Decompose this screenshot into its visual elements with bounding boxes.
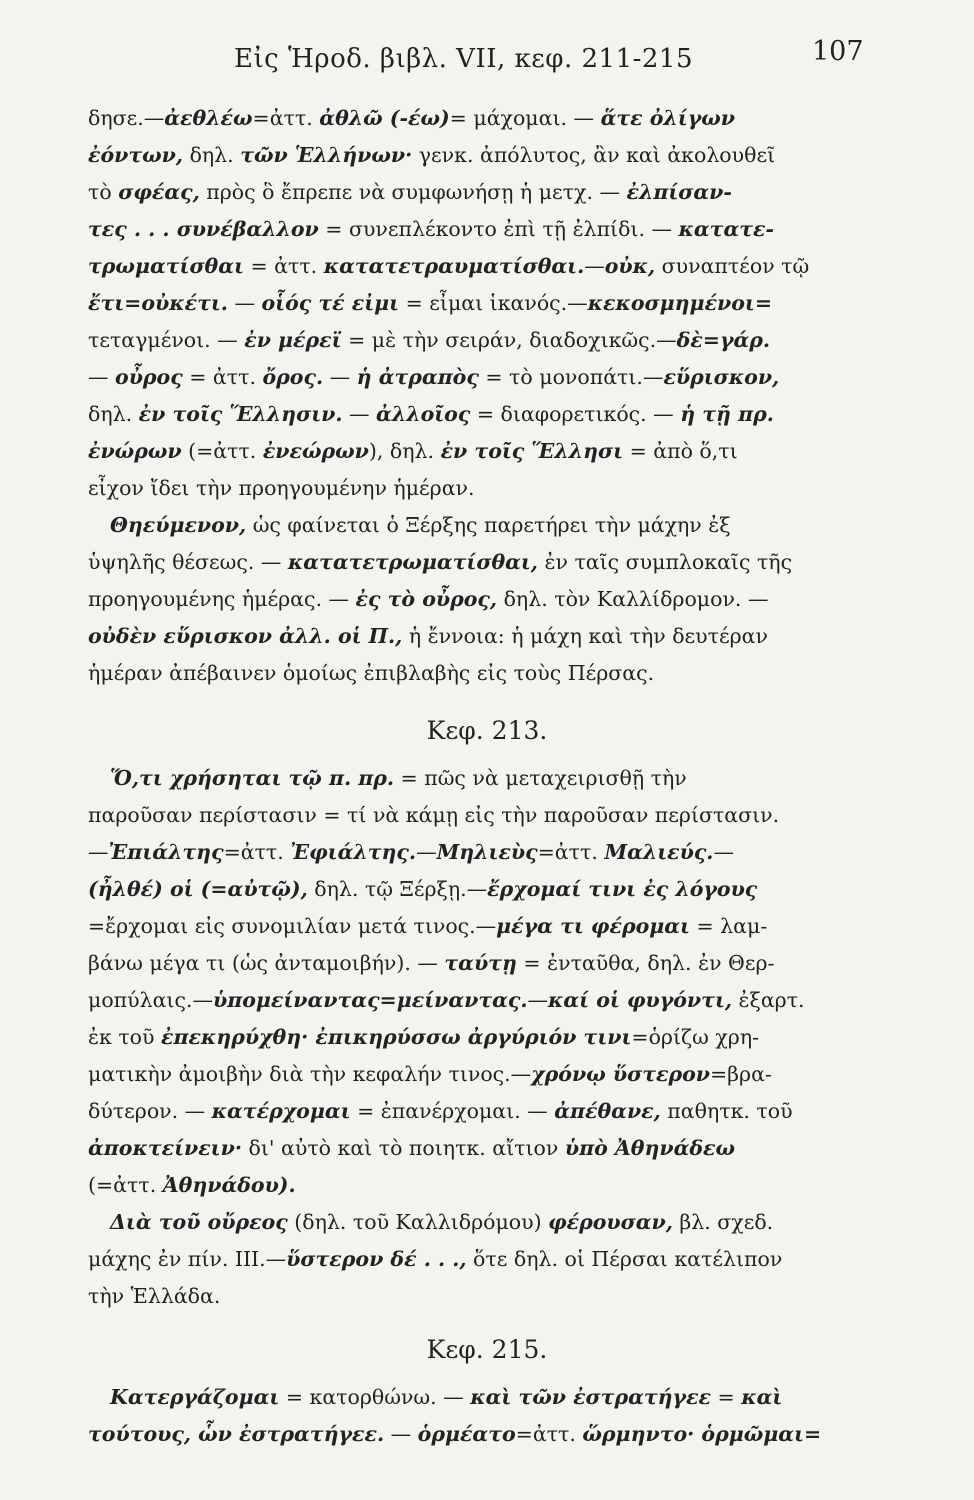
lemma-text: οἷός τέ εἰμι	[261, 291, 400, 315]
text-line	[88, 618, 886, 655]
gloss-text: —	[713, 840, 734, 864]
gloss-text: =ἔρχομαι εἰς συνομιλίαν μετά τινος.—	[88, 914, 497, 938]
gloss-text: =ἀττ.	[537, 840, 605, 864]
gloss-text: = ἀττ.	[182, 365, 263, 389]
lemma-text: ὑπομείναντας=μείναντας.	[212, 988, 528, 1012]
lemma-text: Θηεύμενον,	[110, 513, 247, 537]
lemma-text: Διὰ τοῦ οὔρεος	[110, 1210, 288, 1234]
text-line	[88, 797, 886, 834]
gloss-text: δηλ.	[88, 402, 139, 426]
lemma-text: Μαλιεύς.	[604, 840, 714, 864]
gloss-text: =ἀττ.	[223, 840, 291, 864]
lemma-text: Κατεργάζομαι	[110, 1385, 280, 1409]
page-number: 107	[812, 36, 864, 67]
gloss-text: —	[584, 254, 605, 278]
gloss-text: =	[711, 1385, 742, 1409]
text-line	[88, 1093, 886, 1130]
text-line	[88, 1056, 886, 1093]
text-line	[88, 1130, 886, 1167]
lemma-text: ἐνεώρων	[262, 439, 369, 463]
gloss-text: = τὸ μονοπάτι.—	[478, 365, 664, 389]
text-line	[88, 211, 886, 248]
lemma-text: φέρουσαν,	[548, 1210, 673, 1234]
text-line	[88, 174, 886, 211]
gloss-text: ὑψηλῆς θέσεως. —	[88, 550, 288, 574]
section-heading-215: Κεφ. 215.	[426, 1335, 548, 1364]
lemma-text: καὶ	[741, 1385, 783, 1409]
lemma-text: οὖρος	[115, 365, 183, 389]
lemma-text: οὐκ,	[604, 254, 656, 278]
lemma-text: κατατετραυματίσθαι.	[323, 254, 585, 278]
text-line	[88, 137, 886, 174]
gloss-text: = ἐνταῦθα, δηλ. ἐν Θερ-	[516, 951, 775, 975]
gloss-text: ἐν ταῖς συμπλοκαῖς τῆς	[537, 550, 793, 574]
gloss-text: = εἶμαι ἱκανός.—	[399, 291, 588, 315]
gloss-text: πρὸς ὃ ἔπρεπε νὰ συμφωνήσῃ ἡ μετχ. —	[199, 180, 627, 204]
text-line	[88, 760, 886, 797]
lemma-text: Μηλιεὺς	[436, 840, 538, 864]
text-line	[88, 470, 886, 507]
gloss-text: γενκ. ἀπόλυτος, ἂν καὶ ἀκολουθεῖ	[412, 143, 776, 167]
gloss-text: = μὲ τὴν σειράν, διαδοχικῶς.—	[341, 328, 677, 352]
lemma-text: σφέας,	[118, 180, 200, 204]
running-title: Εἰς Ἡροδ. βιβλ. VII, κεφ. 211-215	[234, 44, 694, 74]
gloss-text: —	[342, 402, 377, 426]
text-line	[88, 1167, 886, 1204]
text-line	[88, 982, 886, 1019]
gloss-text: βάνω μέγα τι (ὡς ἀνταμοιβήν). —	[88, 951, 445, 975]
gloss-text: —	[88, 840, 109, 864]
lemma-text: μέγα τι φέρομαι	[496, 914, 690, 938]
lemma-text: ἐς τὸ οὖρος,	[355, 587, 498, 611]
text-line	[88, 871, 886, 908]
gloss-text: —	[227, 291, 262, 315]
lemma-text: ὥρμηντο· ὁρμῶμαι=	[582, 1422, 822, 1446]
text-line	[88, 248, 886, 285]
lemma-text: κατατετρωματίσθαι,	[287, 550, 538, 574]
lemma-text: καὶ τῶν ἐστρατήγεε	[470, 1385, 712, 1409]
gloss-text: —	[416, 840, 437, 864]
gloss-text: = διαφορετικός. —	[470, 402, 681, 426]
text-line	[88, 1379, 886, 1416]
lemma-text: ὑπὸ Ἀθηνάδεω	[564, 1136, 736, 1160]
lemma-text: καί οἱ φυγόντι,	[548, 988, 733, 1012]
gloss-text: =βρα-	[709, 1062, 772, 1086]
gloss-text: ), δηλ.	[368, 439, 441, 463]
gloss-text: (δηλ. τοῦ Καλλιδρόμου)	[287, 1210, 549, 1234]
gloss-text: παροῦσαν περίστασιν = τί νὰ κάμῃ εἰς τὴν παροῦσαν περίστασιν.	[88, 803, 780, 827]
lemma-text: Ἀθηνάδου).	[162, 1173, 296, 1197]
text-line	[88, 581, 886, 618]
lemma-text: Ἐφιάλτης.	[290, 840, 417, 864]
text-line	[88, 507, 886, 544]
gloss-text: = ἀττ.	[243, 254, 324, 278]
lemma-text: δὲ=γάρ.	[676, 328, 771, 352]
text-line	[88, 100, 886, 137]
lemma-text: (ἦλθέ) οἱ (=αὐτῷ),	[88, 877, 308, 901]
lemma-text: ὁρμέατο	[417, 1422, 516, 1446]
lemma-text: ἀεθλέω	[164, 106, 253, 130]
gloss-text: τὸ	[88, 180, 119, 204]
gloss-text: ἡμέραν ἀπέβαινεν ὁμοίως ἐπιβλαβὴς εἰς τοὺς Πέρσας.	[88, 661, 655, 685]
gloss-text: —	[88, 365, 116, 389]
lemma-text: τρωματίσθαι	[88, 254, 244, 278]
lemma-text: τῶν Ἑλλήνων·	[240, 143, 413, 167]
lemma-text: ἀπέθανε,	[554, 1099, 661, 1123]
gloss-text: προηγουμένης ἡμέρας. —	[88, 587, 356, 611]
lemma-text: ταύτῃ	[444, 951, 517, 975]
gloss-text: = μάχομαι. —	[449, 106, 601, 130]
text-line	[88, 359, 886, 396]
text-line	[88, 433, 886, 470]
gloss-text: εἶχον ἴδει τὴν προηγουμένην ἡμέραν.	[88, 476, 475, 500]
lemma-text: κεκοσμημένοι=	[587, 291, 773, 315]
lemma-text: ἐπεκηρύχθη· ἐπικηρύσσω ἀργύριόν τινι	[161, 1025, 632, 1049]
lemma-text: ὕστερον δέ . . .,	[286, 1247, 467, 1271]
text-line	[88, 1019, 886, 1056]
gloss-text: (=ἀττ.	[181, 439, 263, 463]
gloss-text: ὡς φαίνεται ὁ Ξέρξης παρετήρει τὴν μάχην ἐξ	[246, 513, 731, 537]
section-heading-213: Κεφ. 213.	[426, 716, 548, 745]
gloss-text: = λαμ-	[689, 914, 768, 938]
lemma-text: χρόνῳ ὕστερον	[531, 1062, 710, 1086]
gloss-text: =ὁρίζω χρη-	[631, 1025, 760, 1049]
gloss-text: μοπύλαις.—	[88, 988, 213, 1012]
page-header	[0, 36, 974, 76]
gloss-text: =ἀττ.	[515, 1422, 583, 1446]
gloss-text: δηλ. τὸν Καλλίδρομον. —	[497, 587, 769, 611]
text-line	[88, 285, 886, 322]
text-line	[88, 1278, 886, 1315]
text-line	[88, 1204, 886, 1241]
lemma-text: ἅτε ὀλίγων	[600, 106, 735, 130]
gloss-text: δησε.—	[88, 106, 165, 130]
gloss-text: —	[384, 1422, 418, 1446]
gloss-text: δηλ.	[183, 143, 241, 167]
gloss-text: παθητκ. τοῦ	[660, 1099, 793, 1123]
gloss-text: = πῶς νὰ μεταχειρισθῇ τὴν	[394, 766, 687, 790]
lemma-text: ἡ ἀτραπὸς	[356, 365, 479, 389]
text-line	[88, 396, 886, 433]
lemma-text: ἐν τοῖς Ἕλλησιν.	[138, 402, 343, 426]
gloss-text: ματικὴν ἀμοιβὴν διὰ τὴν κεφαλήν τινος.—	[88, 1062, 532, 1086]
commentary-text	[88, 100, 886, 1453]
gloss-text: δι' αὐτὸ καὶ τὸ ποιητκ. αἴτιον	[241, 1136, 565, 1160]
lemma-text: ἔτι=οὐκέτι.	[88, 291, 228, 315]
lemma-text: ὄρος.	[262, 365, 324, 389]
text-line	[88, 322, 886, 359]
gloss-text: = ἐπανέρχομαι. —	[350, 1099, 555, 1123]
lemma-text: ἐν τοῖς Ἕλλησι	[440, 439, 624, 463]
lemma-text: ἡ τῇ πρ.	[680, 402, 774, 426]
lemma-text: κατέρχομαι	[211, 1099, 351, 1123]
gloss-text: ἡ ἔννοια: ἡ μάχη καὶ τὴν δευτέραν	[402, 624, 768, 648]
lemma-text: ἀθλῶ (-έω)	[319, 106, 450, 130]
lemma-text: ἐλπίσαν-	[626, 180, 732, 204]
text-line	[88, 655, 886, 692]
lemma-text: Ὅ,τι χρήσηται τῷ π. πρ.	[110, 766, 395, 790]
lemma-text: τες . . . συνέβαλλον	[88, 217, 319, 241]
text-line	[88, 1241, 886, 1278]
gloss-text: —	[323, 365, 357, 389]
lemma-text: Ἐπιάλτης	[108, 840, 224, 864]
lemma-text: τούτους, ὧν ἐστρατήγεε.	[88, 1422, 385, 1446]
lemma-text: ἐνώρων	[88, 439, 182, 463]
gloss-text: τὴν Ἑλλάδα.	[88, 1284, 221, 1308]
gloss-text: ἐξαρτ.	[732, 988, 805, 1012]
text-line	[88, 544, 886, 581]
lemma-text: ἐν μέρεϊ	[244, 328, 342, 352]
text-line	[88, 945, 886, 982]
gloss-text: —	[527, 988, 549, 1012]
lemma-text: ἀποκτείνειν·	[88, 1136, 242, 1160]
lemma-text: ἐόντων,	[88, 143, 184, 167]
gloss-text: = συνεπλέκοντο ἐπὶ τῇ ἐλπίδι. —	[318, 217, 679, 241]
text-line	[88, 834, 886, 871]
gloss-text: ὅτε δηλ. οἱ Πέρσαι κατέλιπον	[466, 1247, 783, 1271]
gloss-text: συναπτέον τῷ	[655, 254, 810, 278]
text-line	[88, 908, 886, 945]
lemma-text: ἀλλοῖος	[376, 402, 471, 426]
gloss-text: = κατορθώνω. —	[279, 1385, 471, 1409]
lemma-text: ἔρχομαί τινι ἐς λόγους	[487, 877, 758, 901]
gloss-text: δηλ. τῷ Ξέρξῃ.—	[307, 877, 488, 901]
gloss-text: = ἀπὸ ὅ,τι	[623, 439, 738, 463]
lemma-text: οὐδὲν εὕρισκον ἀλλ. οἱ Π.,	[88, 624, 403, 648]
gloss-text: δύτερον. —	[88, 1099, 212, 1123]
gloss-text: τεταγμένοι. —	[88, 328, 245, 352]
gloss-text: βλ. σχεδ.	[672, 1210, 774, 1234]
gloss-text: ἐκ τοῦ	[88, 1025, 161, 1049]
text-line	[88, 1416, 886, 1453]
lemma-text: εὕρισκον,	[663, 365, 780, 389]
gloss-text: μάχης ἐν πίν. III.—	[88, 1247, 287, 1271]
gloss-text: (=ἀττ.	[88, 1173, 163, 1197]
gloss-text: =ἀττ.	[252, 106, 320, 130]
lemma-text: κατατε-	[678, 217, 775, 241]
